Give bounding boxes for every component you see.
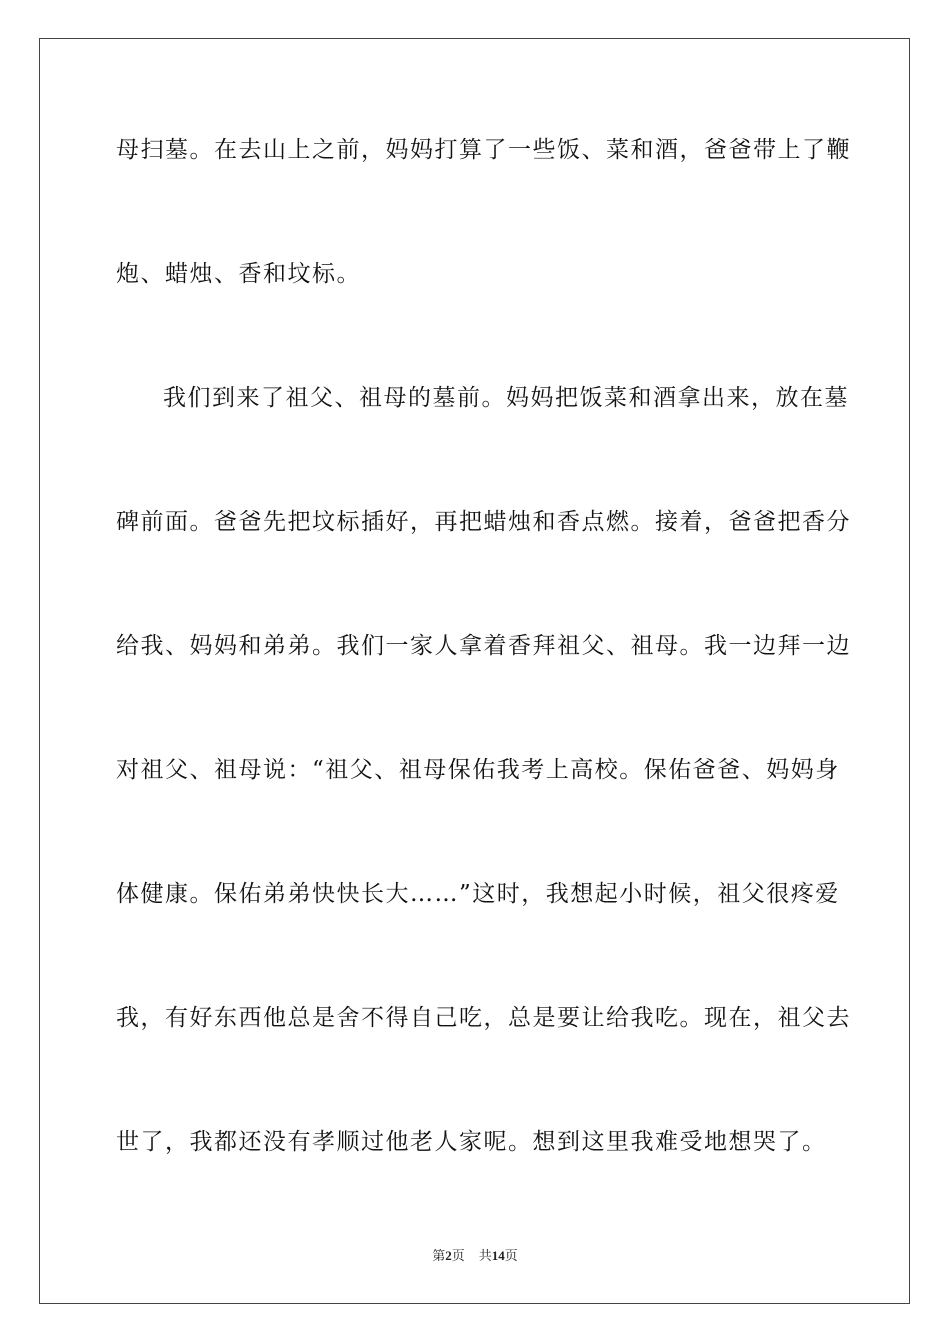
total-prefix: 共: [478, 1248, 492, 1263]
text-line: 炮、蜡烛、香和坟标。: [116, 261, 361, 287]
page-prefix: 第: [432, 1248, 446, 1263]
text-line: 体健康。保佑弟弟快快长大……”这时，我想起小时候，祖父很疼爱: [116, 881, 840, 907]
paragraph-start-line: 我们到来了祖父、祖母的墓前。妈妈把饭菜和酒拿出来，放在墓: [163, 385, 849, 411]
total-pages: 14: [491, 1248, 505, 1263]
page-footer: [0, 1245, 950, 1264]
page-number: 2: [445, 1248, 452, 1263]
page-suffix: 页: [451, 1248, 465, 1263]
text-line: 碑前面。爸爸先把坟标插好，再把蜡烛和香点燃。接着，爸爸把香分: [116, 509, 851, 535]
total-suffix: 页: [504, 1248, 518, 1263]
text-line: 母扫墓。在去山上之前，妈妈打算了一些饭、菜和酒，爸爸带上了鞭: [116, 137, 851, 163]
text-line: 给我、妈妈和弟弟。我们一家人拿着香拜祖父、祖母。我一边拜一边: [116, 633, 851, 659]
text-line: 我，有好东西他总是舍不得自己吃，总是要让给我吃。现在，祖父去: [116, 1005, 851, 1031]
text-line: 对祖父、祖母说：“祖父、祖母保佑我考上高校。保佑爸爸、妈妈身: [116, 757, 840, 783]
text-line: 世了，我都还没有孝顺过他老人家呢。想到这里我难受地想哭了。: [116, 1129, 827, 1155]
body-text: [116, 118, 851, 1234]
